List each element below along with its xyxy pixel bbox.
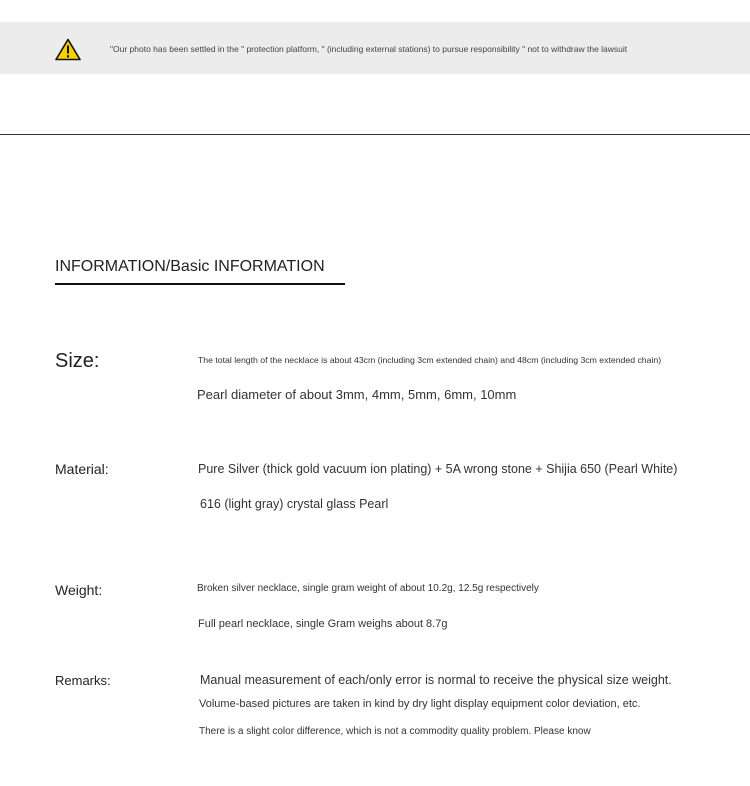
remarks-value-line3: There is a slight color difference, which is not a commodity quality problem. Please know xyxy=(199,726,591,737)
material-value-line1: Pure Silver (thick gold vacuum ion plating) + 5A wrong stone + Shijia 650 (Pearl White) xyxy=(198,462,678,476)
material-label: Material: xyxy=(55,461,109,477)
title-underline xyxy=(55,283,345,285)
notice-text: "Our photo has been settled in the " protection platform, " (including external stations) to pursue responsibility " not to withdraw the lawsuit xyxy=(110,44,628,54)
remarks-label: Remarks: xyxy=(55,673,111,688)
size-label: Size: xyxy=(55,350,100,372)
divider xyxy=(0,134,750,135)
remarks-value-line1: Manual measurement of each/only error is normal to receive the physical size weight. xyxy=(200,673,672,687)
material-value-line2: 616 (light gray) crystal glass Pearl xyxy=(200,497,389,511)
weight-value-line1: Broken silver necklace, single gram weight of about 10.2g, 12.5g respectively xyxy=(197,583,539,594)
size-value-line2: Pearl diameter of about 3mm, 4mm, 5mm, 6mm, 10mm xyxy=(197,387,517,402)
weight-label: Weight: xyxy=(55,582,103,598)
remarks-value-line2: Volume-based pictures are taken in kind by dry light display equipment color deviation, etc. xyxy=(199,698,641,710)
warning-triangle-icon xyxy=(55,38,81,61)
section-title: INFORMATION/Basic INFORMATION xyxy=(55,258,325,275)
weight-value-line2: Full pearl necklace, single Gram weighs about 8.7g xyxy=(198,618,448,630)
size-value-line1: The total length of the necklace is about 43cm (including 3cm extended chain) and 48cm (including 3cm extended chain) xyxy=(198,355,662,365)
notice-bar xyxy=(0,22,750,74)
